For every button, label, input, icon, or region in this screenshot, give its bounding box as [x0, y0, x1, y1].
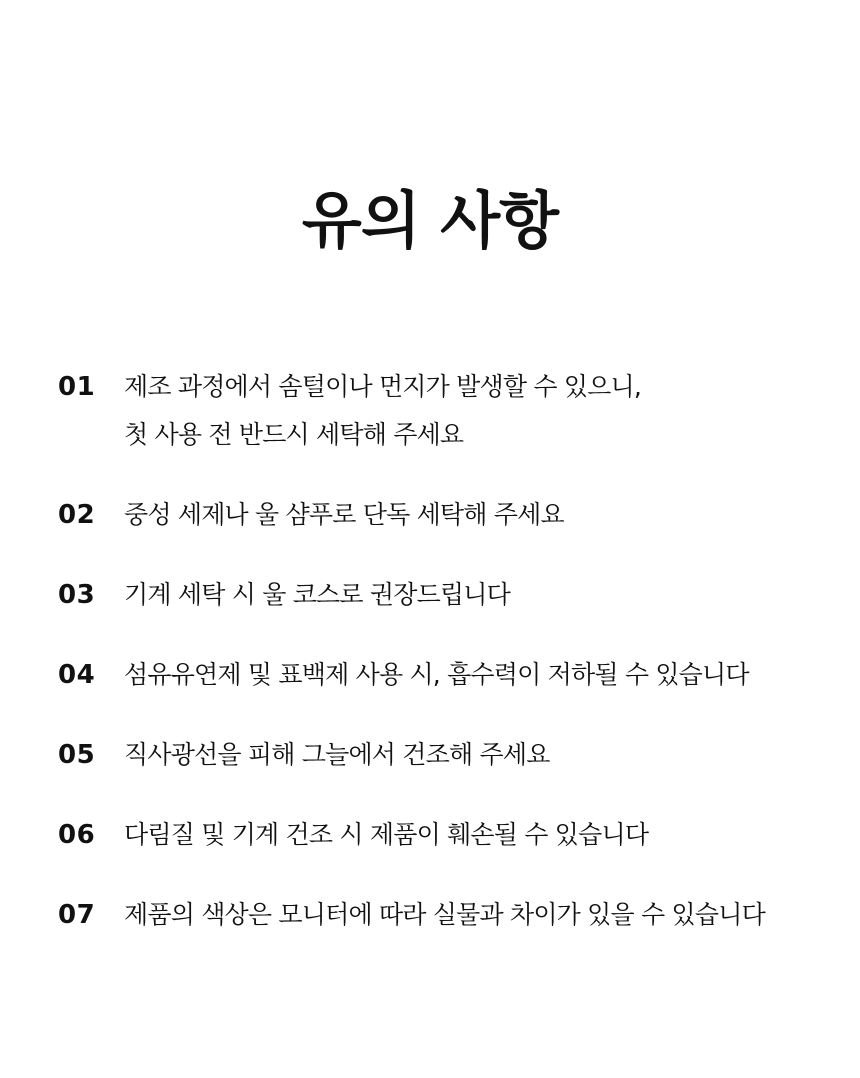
- caution-list: [58, 368, 848, 976]
- page-title: 유의 사항: [301, 184, 559, 257]
- caution-text: 제품의 색상은 모니터에 따라 실물과 차이가 있을 수 있습니다: [124, 900, 765, 929]
- caution-text: 직사광선을 피해 그늘에서 건조해 주세요: [124, 740, 550, 769]
- caution-item-07: [58, 896, 848, 939]
- caution-item-04: [58, 656, 848, 699]
- caution-text: 섬유유연제 및 표백제 사용 시, 흡수력이 저하될 수 있습니다: [124, 660, 749, 689]
- caution-number: 01: [58, 372, 96, 402]
- caution-item-01: [58, 368, 848, 459]
- caution-number: 05: [58, 740, 96, 770]
- caution-number: 02: [58, 500, 96, 530]
- caution-item-02: [58, 496, 848, 539]
- caution-text: 기계 세탁 시 울 코스로 권장드립니다: [124, 580, 510, 609]
- caution-text: 중성 세제나 울 샴푸로 단독 세탁해 주세요: [124, 500, 564, 529]
- caution-item-03: [58, 576, 848, 619]
- caution-number: 03: [58, 580, 96, 610]
- caution-text: 제조 과정에서 솜털이나 먼지가 발생할 수 있으니, 첫 사용 전 반드시 세탁해 주세요: [124, 372, 642, 449]
- caution-text: 다림질 및 기계 건조 시 제품이 훼손될 수 있습니다: [124, 820, 649, 849]
- caution-number: 06: [58, 820, 96, 850]
- caution-number: 07: [58, 900, 96, 930]
- caution-item-05: [58, 736, 848, 779]
- caution-item-06: [58, 816, 848, 859]
- caution-number: 04: [58, 660, 96, 690]
